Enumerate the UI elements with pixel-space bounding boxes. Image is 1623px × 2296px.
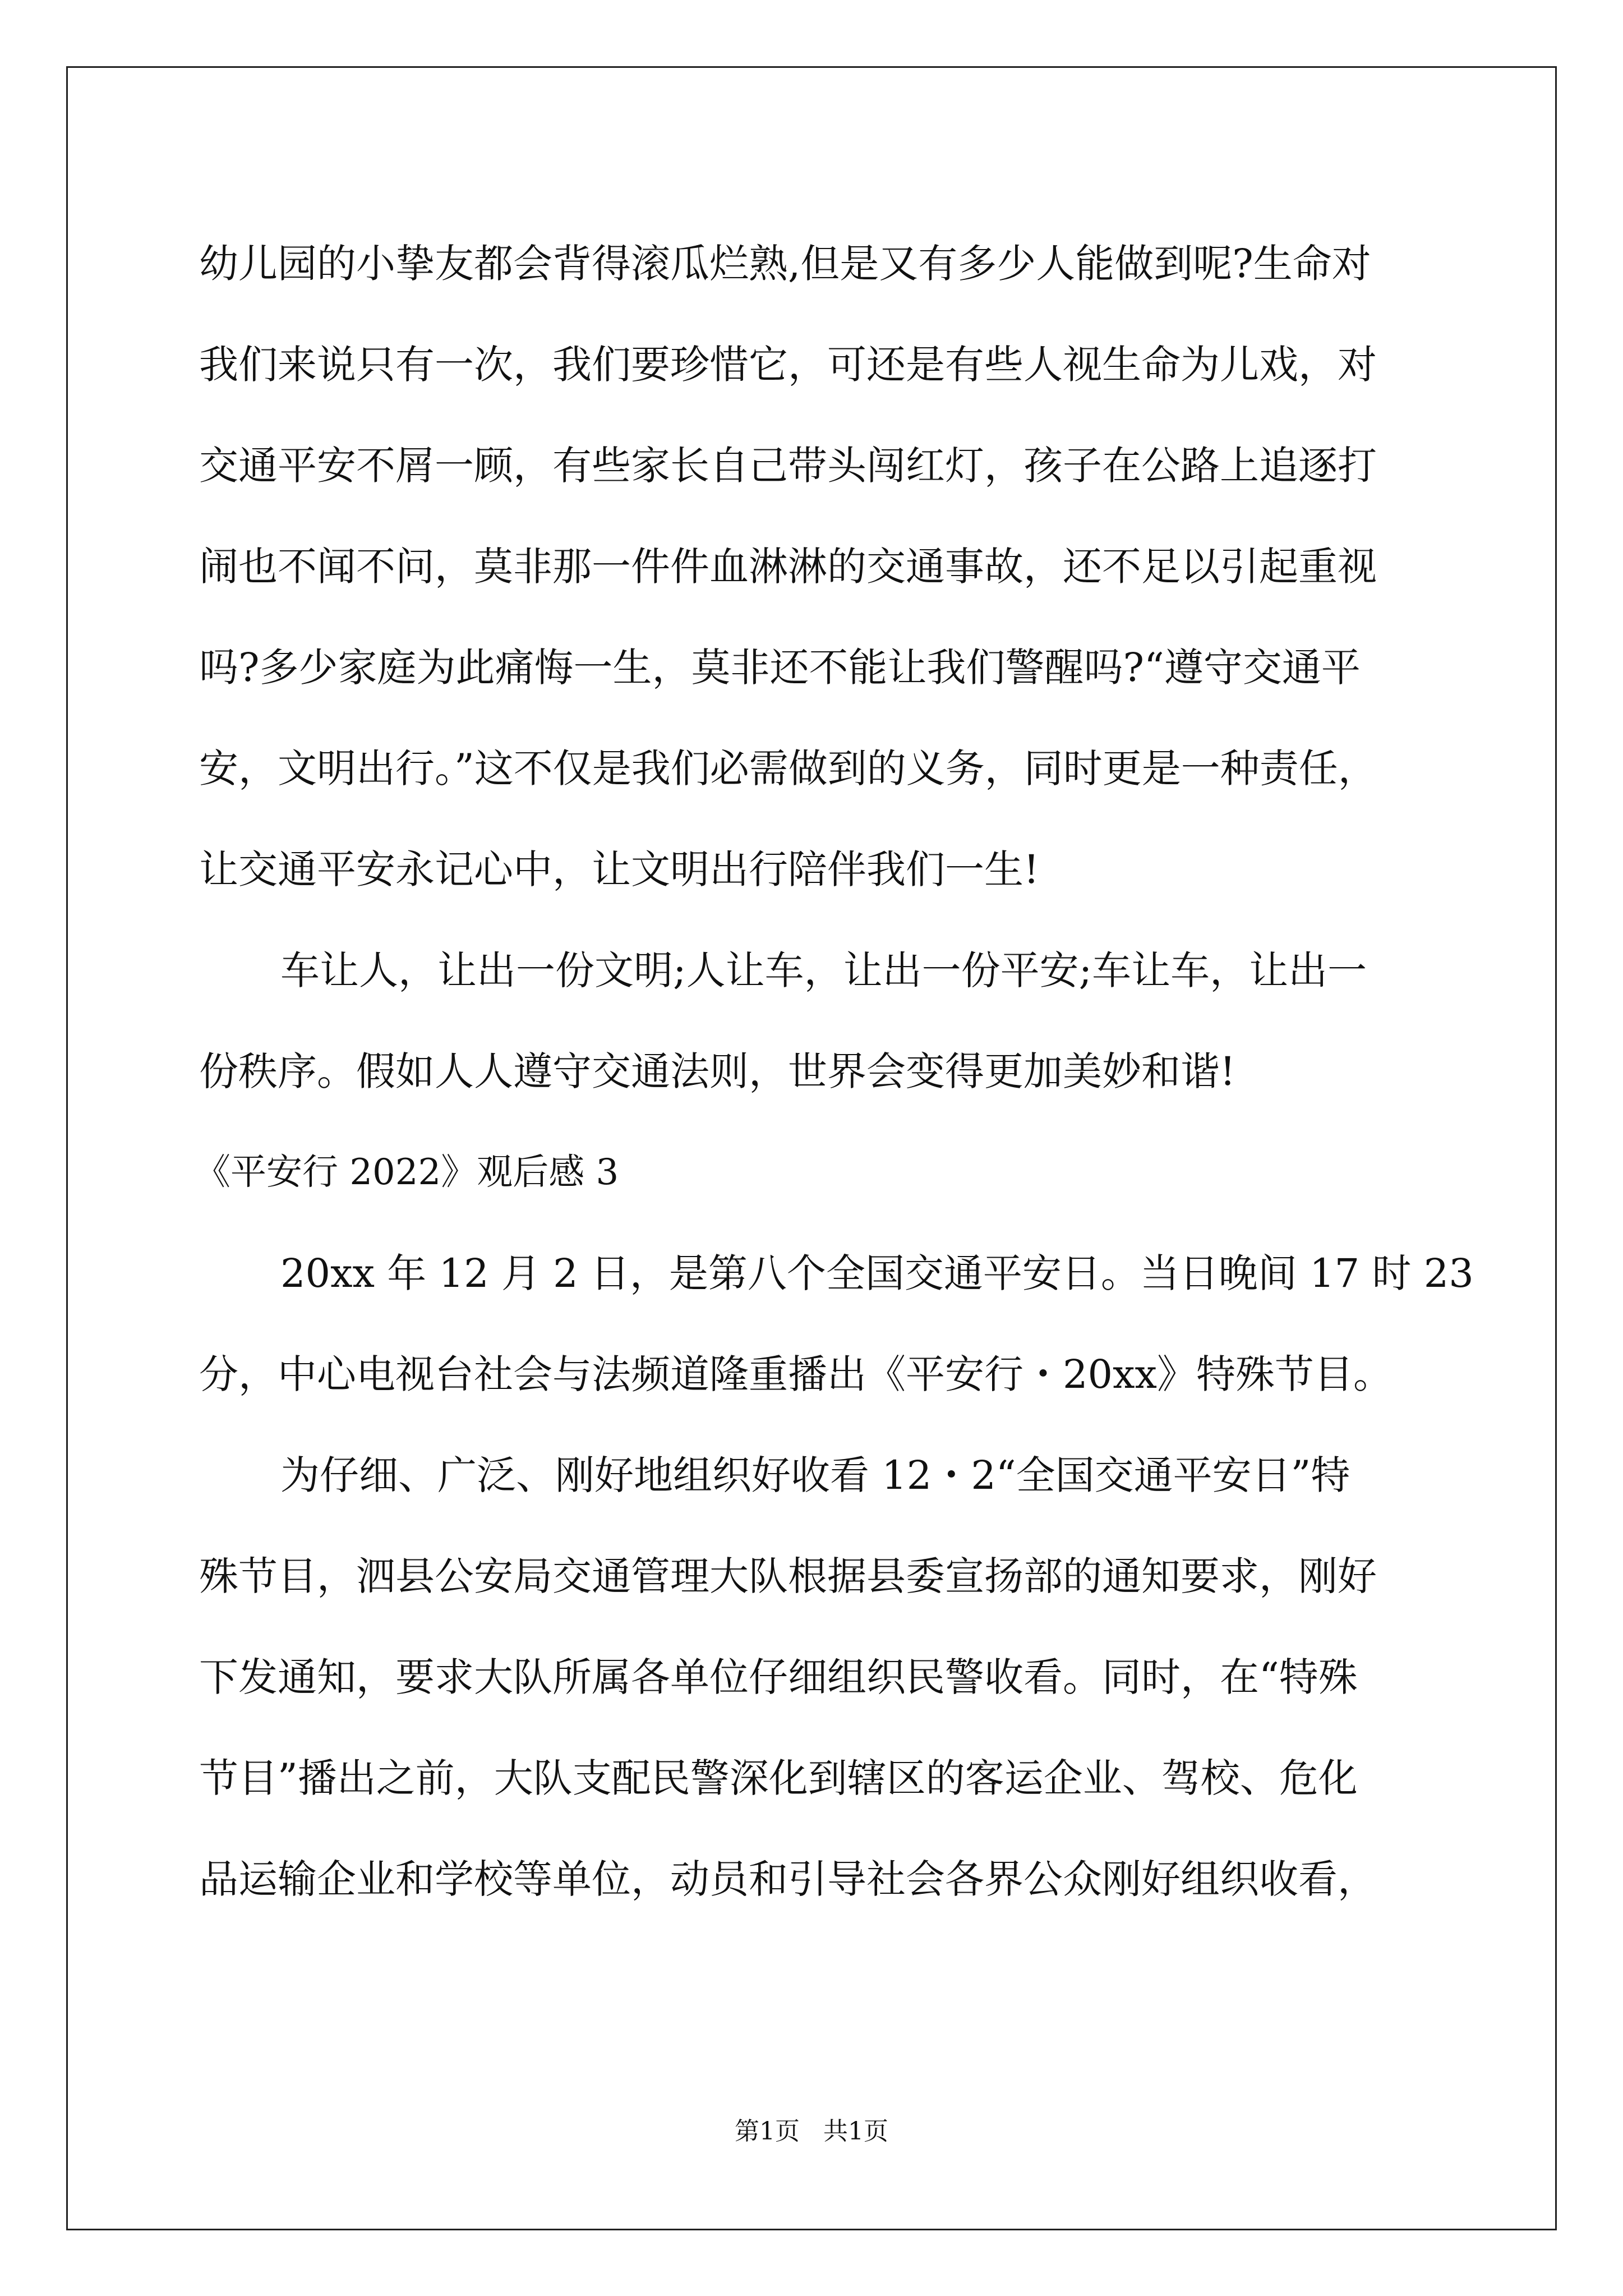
paragraph-line: 分，中心电视台社会与法频道隆重播出《平安行・20xx》特殊节目。 (199, 1351, 1393, 1397)
paragraph-line: 为仔细、广泛、刚好地组织好收看 12・2“全国交通平安日”特 (280, 1452, 1350, 1498)
paragraph-line: 车让人，让出一份文明;人让车，让出一份平安;车让车，让出一 (280, 947, 1367, 993)
paragraph-line: 下发通知，要求大队所属各单位仔细组织民警收看。同时，在“特殊 (199, 1654, 1358, 1700)
paragraph-line: 殊节目，泗县公安局交通管理大队根据县委宣扬部的通知要求，刚好 (199, 1553, 1377, 1599)
paragraph-line: 份秩序。假如人人遵守交通法则，世界会变得更加美妙和谐! (199, 1048, 1236, 1094)
page-footer (0, 2115, 1623, 2148)
paragraph-line: 我们来说只有一次，我们要珍惜它，可还是有些人视生命为儿戏，对 (199, 342, 1377, 388)
paragraph-line: 安，文明出行。”这不仅是我们必需做到的义务，同时更是一种责任， (199, 746, 1377, 792)
page-total: 共1页 (823, 2117, 888, 2146)
paragraph-line: 品运输企业和学校等单位，动员和引导社会各界公众刚好组织收看， (199, 1856, 1377, 1902)
paragraph-line: 吗?多少家庭为此痛悔一生，莫非还不能让我们警醒吗?“遵守交通平 (199, 645, 1361, 691)
paragraph-line: 闹也不闻不问，莫非那一件件血淋淋的交通事故，还不足以引起重视 (199, 544, 1377, 590)
paragraph-line: 20xx 年 12 月 2 日，是第八个全国交通平安日。当日晚间 17 时 23 (280, 1250, 1474, 1296)
paragraph-line: 幼儿园的小挚友都会背得滚瓜烂熟,但是又有多少人能做到呢?生命对 (199, 241, 1371, 287)
paragraph-line: 交通平安不屑一顾，有些家长自己带头闯红灯，孩子在公路上追逐打 (199, 443, 1377, 489)
paragraph-line: 让交通平安永记心中，让文明出行陪伴我们一生! (199, 846, 1040, 892)
document-body (195, 213, 1474, 1930)
page-number: 第1页 (735, 2117, 800, 2146)
section-heading: 《平安行 2022》观后感 3 (195, 1152, 619, 1193)
paragraph-line: 节目”播出之前，大队支配民警深化到辖区的客运企业、驾校、危化 (199, 1755, 1358, 1801)
